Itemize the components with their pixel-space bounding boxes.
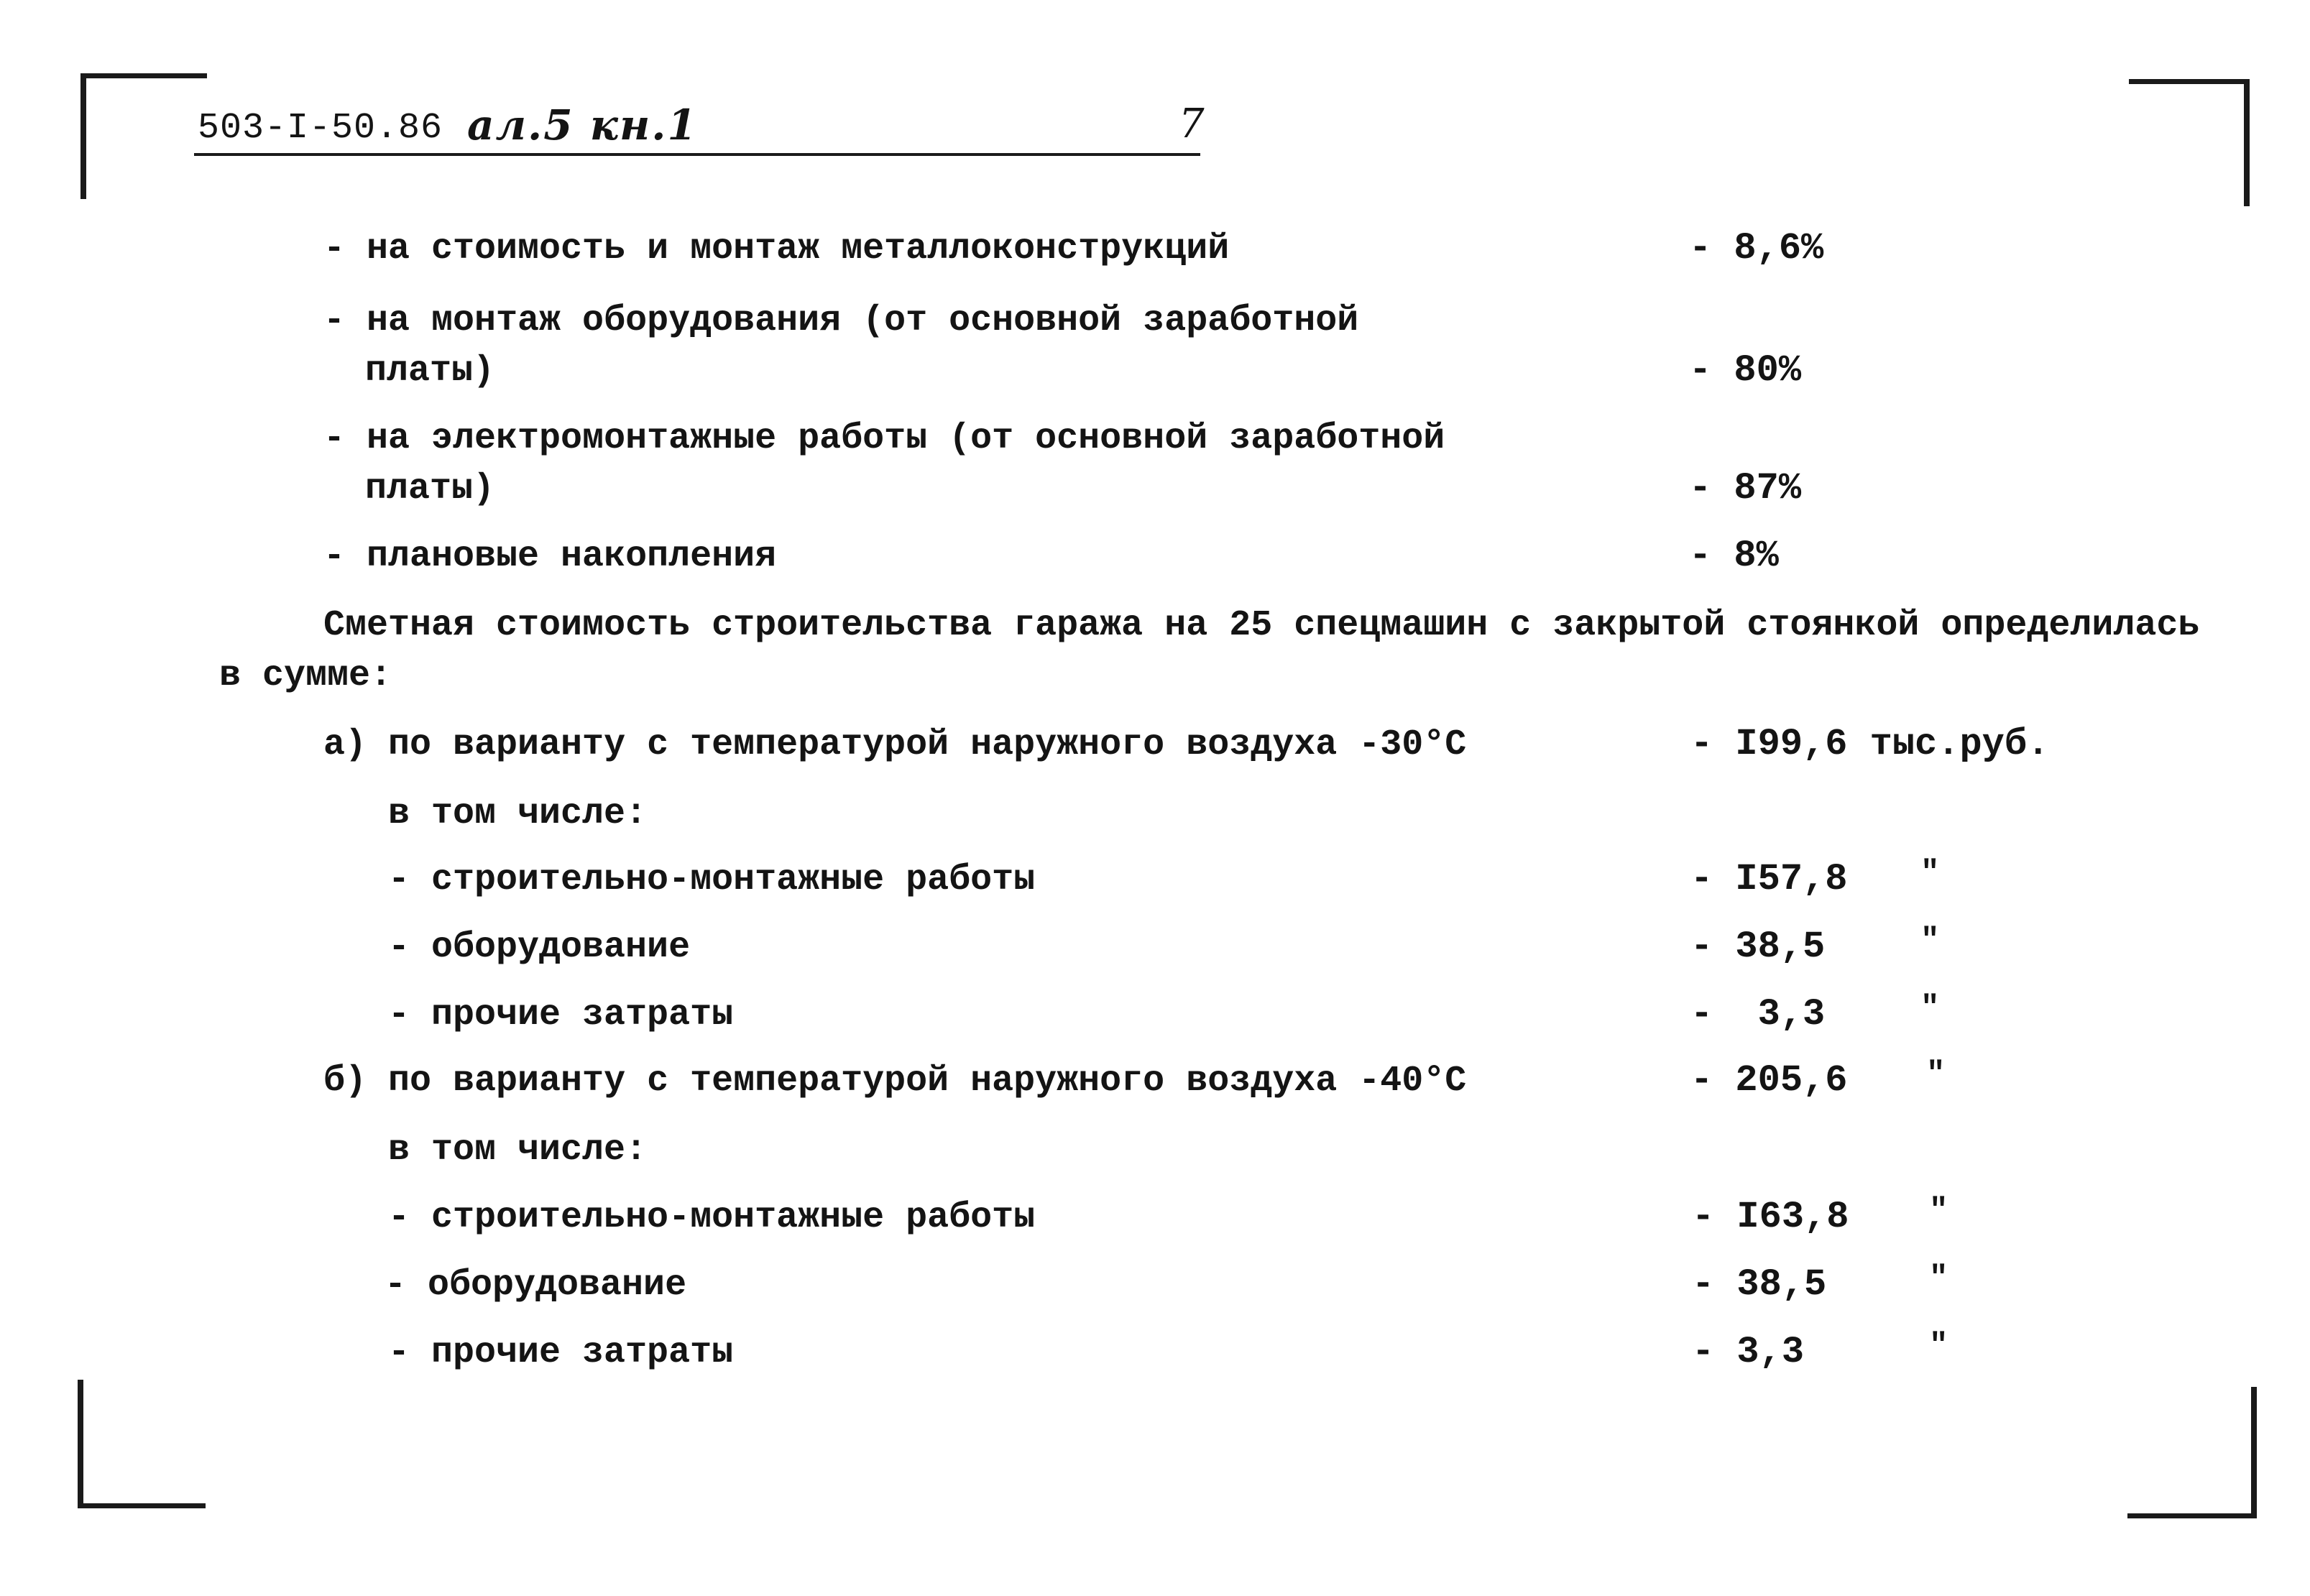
overhead-electrical-label-line2: платы) — [365, 469, 495, 509]
variant-b-item-other-value: - 3,3 — [1692, 1331, 1805, 1373]
variant-a-item-equipment-value: - 38,5 — [1690, 926, 1826, 968]
overhead-planned-label: - плановые накопления — [323, 536, 777, 577]
variant-b-item-equipment-label: - оборудование — [385, 1265, 687, 1306]
variant-a-label: а) по варианту с температурой наружного воздуха -30°С — [323, 724, 1467, 765]
overhead-equipment-label-line2: платы) — [365, 351, 495, 392]
frame-corner-top-left — [80, 73, 207, 199]
variant-a-item-other-value: - 3,3 — [1690, 993, 1826, 1035]
frame-corner-bottom-right — [2127, 1387, 2257, 1518]
variant-b-label: б) по варианту с температурой наружного воздуха -40°С — [323, 1061, 1467, 1102]
ditto-mark: " — [1929, 1328, 1948, 1364]
overhead-electrical-label-line1: - на электромонтажные работы (от основной заработной — [323, 418, 1445, 459]
frame-corner-top-right — [2129, 79, 2250, 206]
ditto-mark: " — [1926, 1056, 1946, 1092]
handwritten-reference: ал.5 кн.1 — [467, 101, 698, 149]
overhead-electrical-value: - 87% — [1689, 467, 1802, 509]
overhead-equipment-value: - 80% — [1689, 349, 1802, 392]
variant-a-item-construction-label: - строительно-монтажные работы — [388, 859, 1036, 900]
frame-corner-bottom-left — [78, 1380, 206, 1508]
variant-b-total: - 205,6 — [1690, 1059, 1848, 1102]
variant-b-item-construction-label: - строительно-монтажные работы — [388, 1197, 1036, 1238]
ditto-mark: " — [1920, 990, 1940, 1026]
document-code: 503-I-50.86 — [198, 108, 443, 149]
header-rule — [194, 153, 1200, 156]
ditto-mark: " — [1920, 923, 1940, 959]
variant-a-total: - I99,6 тыс.руб. — [1690, 723, 2050, 765]
ditto-mark: " — [1920, 855, 1940, 891]
variant-a-item-other-label: - прочие затраты — [388, 995, 734, 1035]
summary-line-1: Сметная стоимость строительства гаража на 25 спецмашин с закрытой стоянкой определилась — [323, 605, 2200, 646]
summary-line-2: в сумме: — [219, 655, 392, 696]
variant-a-item-construction-value: - I57,8 — [1690, 858, 1848, 900]
overhead-equipment-label-line1: - на монтаж оборудования (от основной заработной — [323, 300, 1359, 341]
overhead-metal-value: - 8,6% — [1689, 227, 1824, 269]
ditto-mark: " — [1929, 1260, 1948, 1296]
page-number: 7 — [1179, 101, 1205, 147]
variant-a-subtitle: в том числе: — [388, 793, 648, 834]
variant-b-item-equipment-value: - 38,5 — [1692, 1263, 1827, 1306]
variant-b-item-construction-value: - I63,8 — [1692, 1196, 1849, 1238]
overhead-metal-label: - на стоимость и монтаж металлоконструкций — [323, 229, 1230, 269]
overhead-planned-value: - 8% — [1689, 535, 1779, 577]
variant-a-item-equipment-label: - оборудование — [388, 927, 691, 968]
variant-b-subtitle: в том числе: — [388, 1130, 648, 1171]
ditto-mark: " — [1929, 1193, 1948, 1229]
variant-b-item-other-label: - прочие затраты — [388, 1332, 734, 1373]
